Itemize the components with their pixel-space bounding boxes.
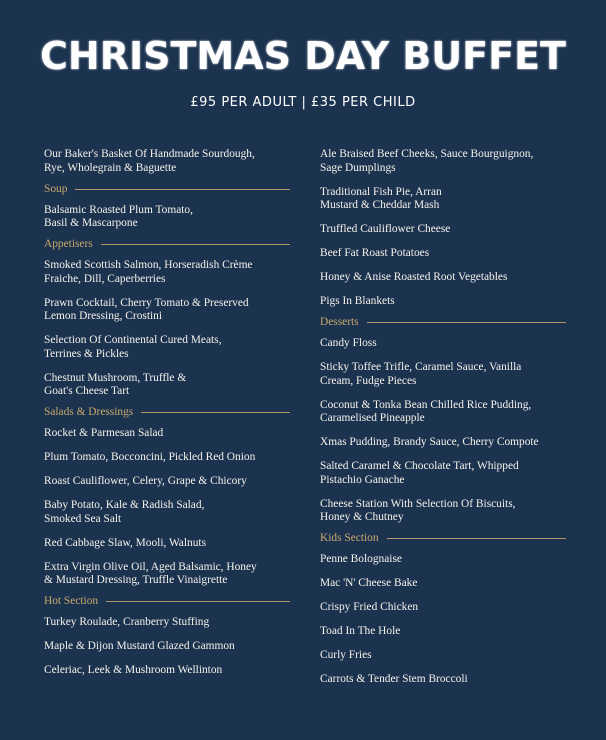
section-heading-label: Desserts <box>320 316 359 328</box>
menu-item <box>44 561 290 588</box>
menu-item <box>44 640 290 654</box>
menu-item-line: Goat's Cheese Tart <box>44 385 130 397</box>
menu-item <box>320 601 566 615</box>
menu-title: CHRISTMAS DAY BUFFET <box>40 34 566 78</box>
left-menu-column <box>44 148 290 688</box>
menu-item-line: & Mustard Dressing, Truffle Vinaigrette <box>44 574 228 586</box>
menu-item <box>320 361 566 388</box>
menu-item-line: Extra Virgin Olive Oil, Aged Balsamic, Honey <box>44 560 257 573</box>
menu-item <box>320 295 566 309</box>
menu-item-line: Chestnut Mushroom, Truffle & <box>44 371 187 384</box>
section-heading <box>320 532 566 545</box>
menu-item <box>320 271 566 285</box>
section-heading <box>44 183 290 196</box>
menu-item-line: Carrots & Tender Stem Broccoli <box>320 673 468 685</box>
section-divider-line <box>367 322 566 323</box>
menu-item-line: Curly Fries <box>320 649 372 661</box>
menu-item-line: Celeriac, Leek & Mushroom Wellinton <box>44 664 223 676</box>
menu-item-line: Turkey Roulade, Cranberry Stuffing <box>44 616 210 628</box>
menu-item-line: Honey & Chutney <box>320 511 404 523</box>
section-heading <box>44 406 290 419</box>
menu-item-line: Red Cabbage Slaw, Mooli, Walnuts <box>44 536 207 549</box>
menu-item <box>320 247 566 261</box>
menu-item-line: Smoked Scottish Salmon, Horseradish Crème <box>44 259 253 271</box>
menu-item <box>320 186 566 213</box>
menu-item <box>320 148 566 175</box>
menu-item <box>320 649 566 663</box>
section-heading-label: Kids Section <box>320 532 379 544</box>
menu-item <box>320 673 566 687</box>
section-divider-line <box>106 601 290 602</box>
section-divider-line <box>75 189 290 190</box>
menu-item <box>44 427 290 441</box>
menu-item <box>320 498 566 525</box>
menu-item-line: Selection Of Continental Cured Meats, <box>44 334 222 346</box>
menu-item-line: Traditional Fish Pie, Arran <box>320 185 442 198</box>
menu-item-line: Toad In The Hole <box>320 625 401 637</box>
menu-item <box>44 372 290 399</box>
section-heading-label: Soup <box>44 182 68 195</box>
menu-item-line: Balsamic Roasted Plum Tomato, <box>44 203 193 216</box>
menu-item-line: Lemon Dressing, Crostini <box>44 310 163 322</box>
section-heading-label: Salads & Dressings <box>44 406 134 418</box>
menu-item <box>44 537 290 551</box>
menu-item-line: Smoked Sea Salt <box>44 512 122 525</box>
menu-item-line: Xmas Pudding, Brandy Sauce, Cherry Compote <box>320 436 539 448</box>
section-heading-label: Appetisers <box>44 238 93 250</box>
menu-item <box>320 577 566 591</box>
menu-item <box>44 451 290 465</box>
menu-item-line: Pigs In Blankets <box>320 295 395 307</box>
menu-item-line: Coconut & Tonka Bean Chilled Rice Pudding, <box>320 398 532 411</box>
menu-item <box>320 337 566 351</box>
menu-item-line: Mac 'N' Cheese Bake <box>320 577 418 589</box>
menu-item-line: Ale Braised Beef Cheeks, Sauce Bourguignon, <box>320 148 534 160</box>
menu-item-line: Pistachio Ganache <box>320 473 405 486</box>
menu-item-line: Truffled Cauliflower Cheese <box>320 223 451 235</box>
menu-item <box>320 223 566 237</box>
menu-item <box>44 616 290 630</box>
section-divider-line <box>387 538 566 539</box>
menu-item <box>44 297 290 324</box>
menu-item <box>320 436 566 450</box>
menu-item-line: Beef Fat Roast Potatoes <box>320 247 430 259</box>
section-divider-line <box>101 244 290 245</box>
menu-item-line: Salted Caramel & Chocolate Tart, Whipped <box>320 460 519 472</box>
menu-item-line: Mustard & Cheddar Mash <box>320 199 440 211</box>
menu-item <box>44 204 290 231</box>
menu-item-line: Caramelised Pineapple <box>320 412 425 424</box>
menu-item <box>44 664 290 678</box>
menu-item <box>320 625 566 639</box>
section-heading-label: Hot Section <box>44 595 99 607</box>
menu-item-line: Candy Floss <box>320 337 377 349</box>
menu-item-line: Roast Cauliflower, Celery, Grape & Chicory <box>44 475 247 487</box>
menu-item-line: Cheese Station With Selection Of Biscuits, <box>320 497 516 510</box>
menu-item <box>320 553 566 567</box>
right-menu-column <box>320 148 566 697</box>
menu-item-line: Terrines & Pickles <box>44 347 129 360</box>
menu-item-line: Maple & Dijon Mustard Glazed Gammon <box>44 640 235 652</box>
menu-item-line: Our Baker's Basket Of Handmade Sourdough, <box>44 148 255 160</box>
price-line: £95 PER ADULT | £35 PER CHILD <box>190 95 416 110</box>
menu-item <box>320 399 566 426</box>
menu-item <box>44 148 290 175</box>
menu-item-line: Cream, Fudge Pieces <box>320 374 417 387</box>
section-heading <box>320 316 566 329</box>
menu-item-line: Basil & Mascarpone <box>44 217 138 229</box>
section-heading <box>44 595 290 608</box>
menu-item-line: Rocket & Parmesan Salad <box>44 427 164 439</box>
menu-item <box>44 334 290 361</box>
menu-item-line: Honey & Anise Roasted Root Vegetables <box>320 271 508 283</box>
menu-item-line: Sage Dumplings <box>320 161 396 174</box>
menu-item-line: Rye, Wholegrain & Baguette <box>44 161 177 174</box>
menu-item-line: Penne Bolognaise <box>320 553 402 565</box>
menu-item-line: Fraiche, Dill, Caperberries <box>44 272 166 285</box>
menu-item-line: Baby Potato, Kale & Radish Salad, <box>44 499 205 511</box>
section-heading <box>44 238 290 251</box>
menu-item-line: Crispy Fried Chicken <box>320 601 419 613</box>
menu-item <box>320 460 566 487</box>
menu-item <box>44 475 290 489</box>
menu-item-line: Prawn Cocktail, Cherry Tomato & Preserved <box>44 296 249 309</box>
menu-item-line: Plum Tomato, Bocconcini, Pickled Red Onion <box>44 451 256 463</box>
menu-item-line: Sticky Toffee Trifle, Caramel Sauce, Vanilla <box>320 361 522 373</box>
menu-item <box>44 259 290 286</box>
section-divider-line <box>141 412 290 413</box>
menu-item <box>44 499 290 526</box>
